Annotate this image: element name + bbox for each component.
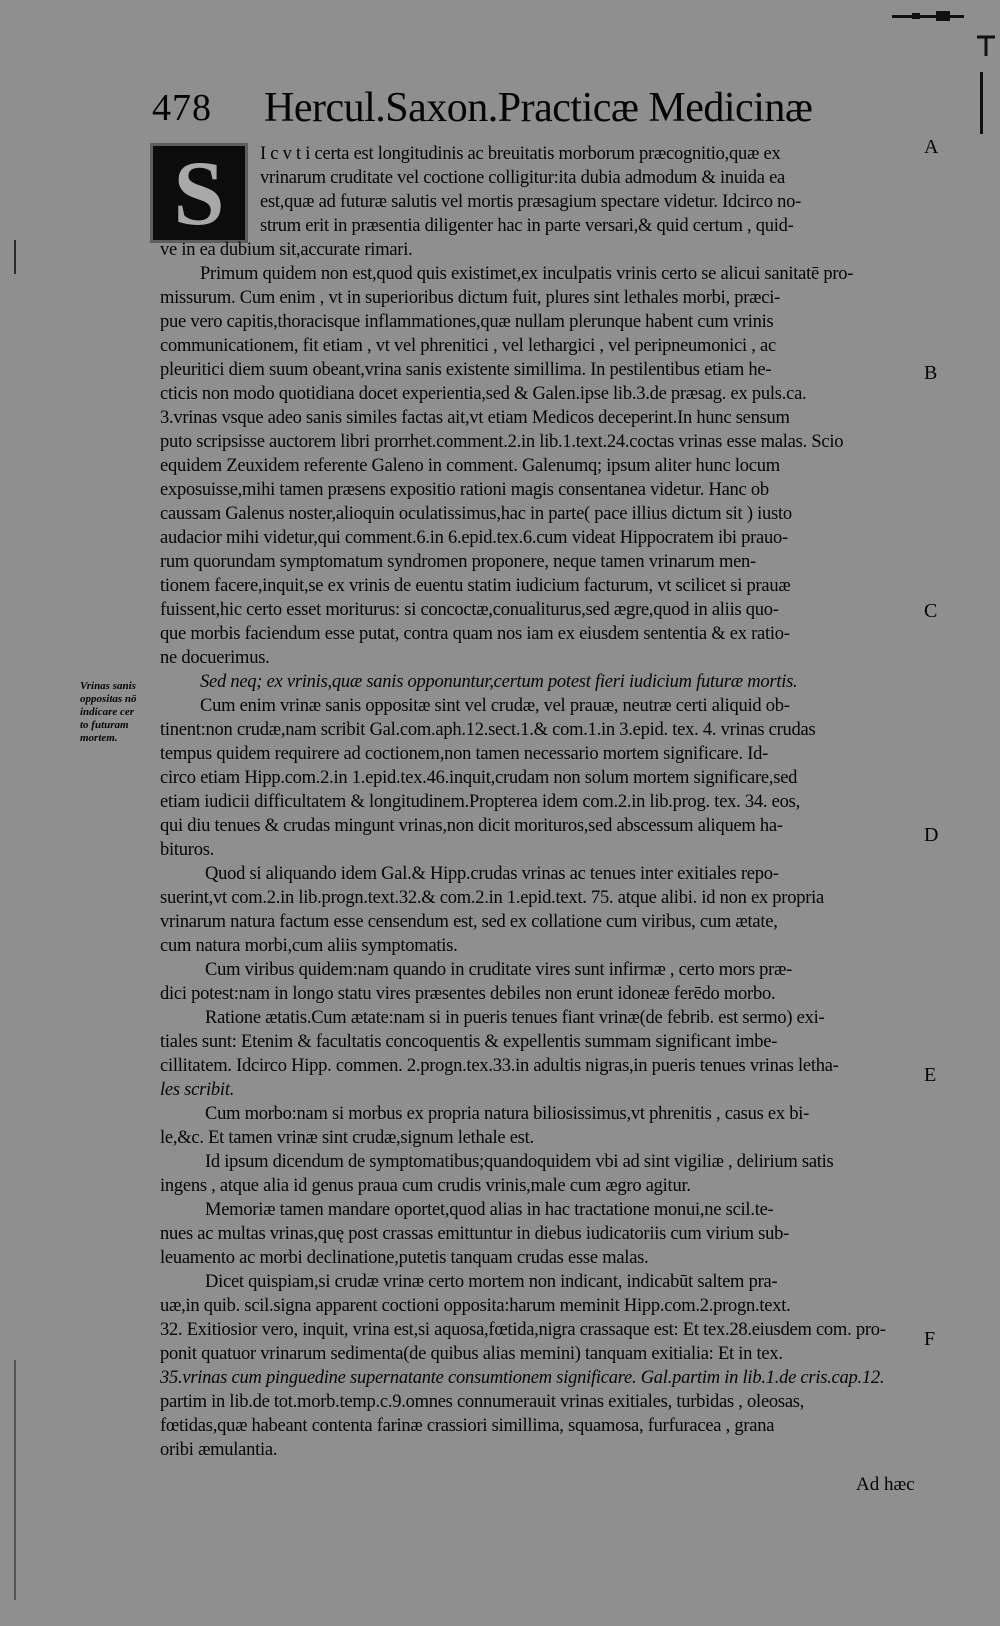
text-line: cticis non modo quotidiana docet experientia,sed & Galen.ipse lib.3.de præsag. ex puls.ca.	[160, 384, 807, 404]
margin-letter: B	[924, 362, 938, 384]
text-line: Cum morbo:nam si morbus ex propria natura biliosissimus,vt phrenitis , casus ex bi-	[205, 1104, 810, 1124]
text-line: Ratione ætatis.Cum ætate:nam si in pueris tenues fiant vrinæ(de febrib. est sermo) exi-	[205, 1008, 825, 1028]
text-line: fœtidas,quæ habeant contenta farinæ crassiori simillima, squamosa, furfuracea , grana	[160, 1416, 775, 1436]
text-line: circo etiam Hipp.com.2.in 1.epid.tex.46.inquit,crudam non solum mortem significare,sed	[160, 768, 798, 788]
scan-mark	[14, 240, 16, 274]
text-line: tiales sunt: Etenim & facultatis concoquentis & expellentis summam significant imbe-	[160, 1032, 778, 1052]
text-line: 3.vrinas vsque adeo sanis similes factas ait,vt etiam Medicos deceperint.In hunc sensum	[160, 408, 790, 428]
text-line: cillitatem. Idcirco Hipp. commen. 2.progn.tex.33.in adultis nigras,in pueris tenues vrinas letha-	[160, 1056, 839, 1076]
text-line: qui diu tenues & crudas mingunt vrinas,non dicit morituros,sed abscessum aliquem ha-	[160, 816, 783, 836]
running-title: Hercul.Saxon.Practicæ Medicinæ	[264, 85, 813, 131]
text-line: leuamento ac morbi declinatione,putetis tanquam crudas esse malas.	[160, 1248, 649, 1268]
text-line: I c v t i certa est longitudinis ac breuitatis morborum præcognitio,quæ ex	[260, 144, 781, 164]
text-line: etiam iudicii difficultatem & longitudinem.Propterea idem com.2.in lib.prog. tex. 34. eos,	[160, 792, 800, 812]
text-line: Quod si aliquando idem Gal.& Hipp.crudas vrinas ac tenues inter exitiales repo-	[205, 864, 779, 884]
ornamental-initial	[150, 143, 248, 243]
text-line: Memoriæ tamen mandare oportet,quod alias in hac tractatione monui,ne scil.te-	[205, 1200, 774, 1220]
text-line: strum erit in præsentia diligenter hac in parte versari,& quid certum , quid-	[260, 216, 794, 236]
page-number: 478	[152, 87, 212, 129]
text-line: Cum enim vrinæ sanis oppositæ sint vel crudæ, vel prauæ, neutræ certi aliquid ob-	[200, 696, 790, 716]
text-line: exposuisse,mihi tamen præsens expositio rationi magis consentanea videtur. Hanc ob	[160, 480, 769, 500]
page-header	[152, 84, 852, 134]
text-line: bituros.	[160, 840, 215, 860]
text-line: oribi æmulantia.	[160, 1440, 278, 1460]
catchword: Ad hæc	[856, 1474, 915, 1495]
margin-letter: A	[924, 136, 939, 158]
text-line: vrinarum cruditate vel coctione colligitur:ita dubia admodum & inuida ea	[260, 168, 786, 188]
text-line: ne docuerimus.	[160, 648, 270, 668]
text-line: 32. Exitiosior vero, inquit, vrina est,si aquosa,fœtida,nigra crassaque est: Et tex.28.eiusdem com. pro-	[160, 1320, 886, 1340]
text-line: que morbis faciendum esse putat, contra quam nos iam ex eiusdem sententia & ex ratio-	[160, 624, 790, 644]
margin-letter: C	[924, 600, 938, 622]
text-line: vrinarum natura factum esse censendum est, sed ex collatione cum viribus, cum ætate,	[160, 912, 778, 932]
margin-letter: F	[924, 1328, 936, 1350]
text-line: cum natura morbi,cum aliis symptomatis.	[160, 936, 458, 956]
side-note-line: to futuram	[80, 719, 129, 731]
text-line: le,&c. Et tamen vrinæ sint crudæ,signum lethale est.	[160, 1128, 534, 1148]
side-note-line: Vrinas sanis	[80, 680, 136, 692]
text-line: tionem facere,inquit,se ex vrinis de euentu statim iudicium facturum, vt scilicet si prauæ	[160, 576, 791, 596]
text-line: equidem Zeuxidem referente Galeno in comment. Galenumq; ipsum aliter hunc locum	[160, 456, 780, 476]
text-line: tinent:non crudæ,nam scribit Gal.com.aph.12.sect.1.& com.1.in 3.epid. tex. 4. vrinas crudas	[160, 720, 816, 740]
text-line: 35.vrinas cum pinguedine supernatante consumtionem significare. Gal.partim in lib.1.de cris.cap.12.	[160, 1368, 885, 1388]
text-line: Id ipsum dicendum de symptomatibus;quandoquidem vbi ad sint vigiliæ , delirium satis	[205, 1152, 834, 1172]
text-line: Primum quidem non est,quod quis existimet,ex inculpatis vrinis certo se alicui sanitatē pro-	[200, 264, 854, 284]
text-line: dici potest:nam in longo statu vires præsentes debiles non erunt idoneæ ferēdo morbo.	[160, 984, 776, 1004]
text-line: Cum viribus quidem:nam quando in cruditate vires sunt infirmæ , certo mors præ-	[205, 960, 793, 980]
side-note	[80, 680, 170, 745]
text-line: Sed neq; ex vrinis,quæ sanis opponuntur,certum potest fieri iudicium futuræ mortis.	[200, 672, 798, 692]
text-line: puto scripsisse auctorem libri prorrhet.comment.2.in lib.1.text.24.coctas vrinas esse malas. Scio	[160, 432, 844, 452]
text-line: ve in ea dubium sit,accurate rimari.	[160, 240, 413, 260]
text-line: les scribit.	[160, 1080, 235, 1100]
text-line: communicationem, fit etiam , vt vel phrenitici , vel lethargici , vel peripneumonici , ac	[160, 336, 776, 356]
text-line: uæ,in quib. scil.signa apparent coctioni opposita:harum meminit Hipp.com.2.progn.text.	[160, 1296, 791, 1316]
text-line: audacior mihi videtur,qui comment.6.in 6.epid.tex.6.cum videat Hippocratem ibi prauo-	[160, 528, 788, 548]
text-line: rum quorundam symptomatum syndromen proponere, neque tamen vrinarum men-	[160, 552, 756, 572]
side-note-line: indicare cer	[80, 706, 135, 718]
side-note-line: mortem.	[80, 732, 118, 744]
ornamental-initial-letter: S	[173, 142, 225, 244]
text-line: suerint,vt com.2.in lib.progn.text.32.& com.2.in 1.epid.text. 75. atque alibi. id non ex propria	[160, 888, 824, 908]
text-line: Dicet quispiam,si crudæ vrinæ certo mortem non indicant, indicabūt saltem pra-	[205, 1272, 778, 1292]
scan-mark	[14, 1360, 16, 1600]
text-line: pleuritici diem suum obeant,vrina sanis existente simillima. In pestilentibus etiam he-	[160, 360, 772, 380]
top-ornament-icon	[892, 10, 964, 22]
text-line: nues ac multas vrinas,quę post crassas emittuntur in diebus iudicatoriis cum virium sub-	[160, 1224, 789, 1244]
text-line: pue vero capitis,thoracisque inflammationes,quæ nullam plerunque habent cum vrinis	[160, 312, 774, 332]
text-line: ponit quatuor vrinarum sedimenta(de quibus alias memini) tanquam exitialia: Et in tex.	[160, 1344, 783, 1364]
text-line: missurum. Cum enim , vt in superioribus dictum fuit, plures sint lethales morbi, præci-	[160, 288, 781, 308]
text-line: partim in lib.de tot.morb.temp.c.9.omnes connumerauit vrinas exitiales, turbidas , oleosas,	[160, 1392, 805, 1412]
margin-letter: E	[924, 1064, 937, 1086]
text-line: ingens , atque alia id genus praua cum crudis vrinis,male cum ægro agitur.	[160, 1176, 691, 1196]
page-edge-line	[980, 72, 983, 134]
text-line: caussam Galenus noster,alioquin oculatissimus,hac in parte( pace illius dictum sit ) iusto	[160, 504, 792, 524]
corner-mark-icon	[975, 34, 997, 58]
margin-letter: D	[924, 824, 939, 846]
text-line: est,quæ ad futuræ salutis vel mortis præsagium spectare videtur. Idcirco no-	[260, 192, 802, 212]
text-line: fuissent,hic certo esset moriturus: si concoctæ,conualiturus,sed ægre,quod in aliis quo-	[160, 600, 779, 620]
text-line: tempus quidem requirere ad coctionem,non tamen necessario mortem significare. Id-	[160, 744, 769, 764]
side-note-line: oppositas nō	[80, 693, 137, 705]
